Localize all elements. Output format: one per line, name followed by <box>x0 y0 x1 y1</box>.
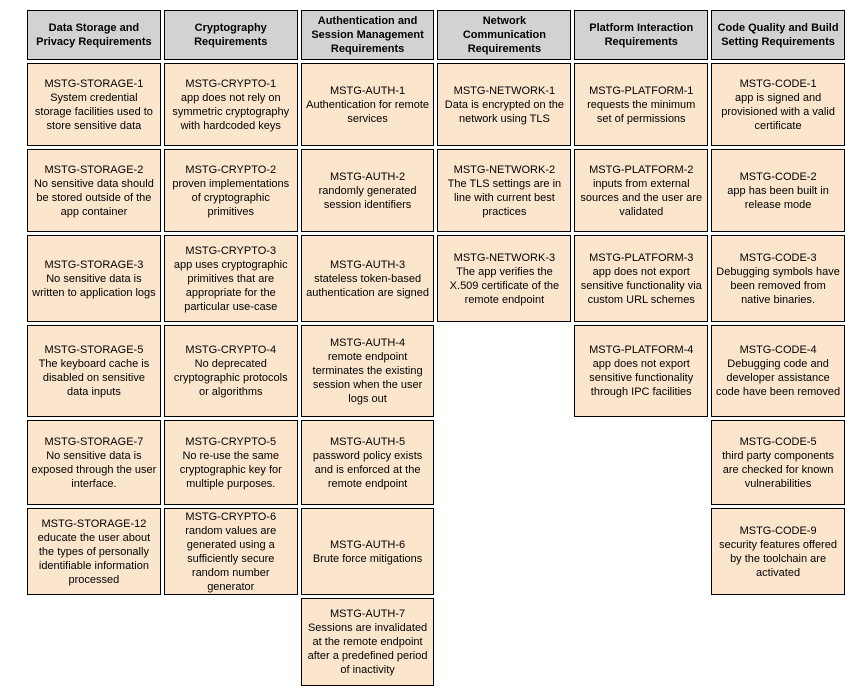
cell-mstg-platform-3 <box>574 235 708 322</box>
cell-mstg-auth-5 <box>301 420 435 505</box>
requirement-code: MSTG-AUTH-1 <box>329 84 406 97</box>
requirement-description: randomly generated session identifiers <box>318 184 417 211</box>
requirement-description: app does not export sensitive functionality via custom URL schemes <box>580 265 702 306</box>
requirement-code: MSTG-AUTH-6 <box>329 538 406 551</box>
requirement-code: MSTG-STORAGE-3 <box>44 258 144 271</box>
column-header-cryptography-requirements: Cryptography Requirements <box>164 10 298 60</box>
cell-mstg-crypto-5 <box>164 420 298 505</box>
cell-mstg-crypto-4 <box>164 325 298 417</box>
requirement-description: Debugging code and developer assistance code have been removed <box>715 358 841 398</box>
requirement-code: MSTG-PLATFORM-2 <box>589 163 694 176</box>
column-header-code-quality-and-build-setting-requirements: Code Quality and Build Setting Requirements <box>711 10 845 60</box>
requirement-description: No re-use the same cryptographic key for multiple purposes. <box>179 449 282 490</box>
requirement-description: remote endpoint terminates the existing session when the user logs out <box>312 351 423 405</box>
requirement-description: app does not export sensitive functionality through IPC facilities <box>589 358 694 398</box>
requirement-code: MSTG-PLATFORM-1 <box>589 84 694 97</box>
requirement-code: MSTG-CRYPTO-4 <box>185 344 277 356</box>
cell-mstg-platform-1 <box>574 63 708 146</box>
requirement-description: No deprecated cryptographic protocols or algorithms <box>173 358 288 398</box>
cell-mstg-crypto-3 <box>164 235 298 322</box>
requirement-description: app is signed and provisioned with a valid certificate <box>721 91 835 132</box>
cell-mstg-crypto-2 <box>164 149 298 232</box>
requirement-code: MSTG-CODE-5 <box>739 435 817 448</box>
requirement-code: MSTG-STORAGE-1 <box>44 77 144 90</box>
requirement-description: app does not rely on symmetric cryptography with hardcoded keys <box>172 91 290 132</box>
cell-mstg-platform-2 <box>574 149 708 232</box>
requirement-description: No sensitive data is exposed through the user interface. <box>31 449 157 490</box>
cell-mstg-code-1 <box>711 63 845 146</box>
cell-mstg-platform-4 <box>574 325 708 417</box>
requirement-code: MSTG-CODE-1 <box>739 77 817 90</box>
cell-mstg-storage-12 <box>27 508 161 595</box>
requirement-description: third party components are checked for known vulnerabilities <box>722 449 835 490</box>
requirement-code: MSTG-AUTH-3 <box>329 258 406 271</box>
requirement-description: stateless token-based authentication are signed <box>306 272 430 299</box>
requirement-description: System credential storage facilities used to store sensitive data <box>34 91 153 132</box>
cell-mstg-auth-4 <box>301 325 435 417</box>
cell-mstg-code-9 <box>711 508 845 595</box>
cell-mstg-storage-2 <box>27 149 161 232</box>
cell-mstg-code-3 <box>711 235 845 322</box>
requirement-description: educate the user about the types of personally identifiable information processed <box>37 531 151 586</box>
requirement-description: Brute force mitigations <box>312 552 423 565</box>
requirement-description: random values are generated using a sufficiently secure random number generator <box>185 524 277 593</box>
requirement-code: MSTG-CODE-3 <box>739 251 817 264</box>
requirement-description: No sensitive data is written to application logs <box>32 272 156 299</box>
mstg-requirements-table <box>27 10 845 686</box>
requirement-description: app has been built in release mode <box>727 184 829 211</box>
cell-mstg-network-1 <box>437 63 571 146</box>
cell-mstg-auth-3 <box>301 235 435 322</box>
requirement-description: The keyboard cache is disabled on sensitive data inputs <box>38 358 150 398</box>
requirement-description: Data is encrypted on the network using TLS <box>444 98 565 125</box>
cell-mstg-code-2 <box>711 149 845 232</box>
requirement-code: MSTG-CRYPTO-6 <box>185 510 277 523</box>
cell-mstg-auth-6 <box>301 508 435 595</box>
requirement-description: Debugging symbols have been removed from native binaries. <box>716 265 840 306</box>
requirement-code: MSTG-NETWORK-3 <box>453 251 556 264</box>
requirement-code: MSTG-PLATFORM-3 <box>589 251 694 264</box>
requirement-code: MSTG-NETWORK-1 <box>453 84 556 97</box>
requirement-code: MSTG-PLATFORM-4 <box>589 344 694 356</box>
requirement-code: MSTG-CRYPTO-5 <box>185 435 277 448</box>
cell-mstg-network-3 <box>437 235 571 322</box>
requirement-code: MSTG-CRYPTO-2 <box>185 163 277 176</box>
cell-mstg-storage-1 <box>27 63 161 146</box>
column-header-platform-interaction-requirements: Platform Interaction Requirements <box>574 10 708 60</box>
requirement-description: The app verifies the X.509 certificate of the remote endpoint <box>449 265 560 306</box>
column-header-network-communication-requirements: Network Communication Requirements <box>437 10 571 60</box>
requirement-code: MSTG-NETWORK-2 <box>453 163 556 176</box>
cell-mstg-code-4 <box>711 325 845 417</box>
requirement-description: app uses cryptographic primitives that are appropriate for the particular use-case <box>173 258 288 313</box>
requirement-code: MSTG-STORAGE-5 <box>44 344 144 356</box>
requirement-description: proven implementations of cryptographic primitives <box>172 177 290 218</box>
requirement-description: password policy exists and is enforced at the remote endpoint <box>312 449 423 490</box>
requirement-description: requests the minimum set of permissions <box>587 98 696 125</box>
requirement-code: MSTG-STORAGE-7 <box>44 435 144 448</box>
requirement-code: MSTG-AUTH-2 <box>329 170 406 183</box>
column-header-data-storage-and-privacy-requirements: Data Storage and Privacy Requirements <box>27 10 161 60</box>
requirement-code: MSTG-STORAGE-2 <box>44 163 144 176</box>
cell-mstg-code-5 <box>711 420 845 505</box>
cell-mstg-storage-7 <box>27 420 161 505</box>
requirement-code: MSTG-STORAGE-12 <box>41 517 147 530</box>
requirement-description: security features offered by the toolchain are activated <box>719 538 837 579</box>
requirement-code: MSTG-AUTH-4 <box>329 337 406 349</box>
column-header-authentication-and-session-management-requirements: Authentication and Session Management Requirements <box>301 10 435 60</box>
requirement-code: MSTG-CODE-9 <box>739 524 817 537</box>
requirement-description: Sessions are invalidated at the remote endpoint after a predefined period of inactivity <box>307 622 428 676</box>
cell-mstg-storage-5 <box>27 325 161 417</box>
requirement-code: MSTG-CRYPTO-1 <box>185 77 277 90</box>
requirement-code: MSTG-AUTH-5 <box>329 435 406 448</box>
requirement-code: MSTG-AUTH-7 <box>329 608 406 620</box>
requirement-description: No sensitive data should be stored outside of the app container <box>33 177 154 218</box>
requirement-code: MSTG-CRYPTO-3 <box>185 244 277 257</box>
cell-mstg-auth-7 <box>301 598 435 686</box>
requirement-description: Authentication for remote services <box>306 98 430 125</box>
cell-mstg-auth-2 <box>301 149 435 232</box>
cell-mstg-auth-1 <box>301 63 435 146</box>
cell-mstg-storage-3 <box>27 235 161 322</box>
requirement-code: MSTG-CODE-4 <box>739 344 817 356</box>
cell-mstg-crypto-1 <box>164 63 298 146</box>
cell-mstg-network-2 <box>437 149 571 232</box>
requirement-description: inputs from external sources and the user are validated <box>580 177 703 218</box>
requirement-code: MSTG-CODE-2 <box>739 170 817 183</box>
cell-mstg-crypto-6 <box>164 508 298 595</box>
requirement-description: The TLS settings are in line with current best practices <box>447 177 562 218</box>
